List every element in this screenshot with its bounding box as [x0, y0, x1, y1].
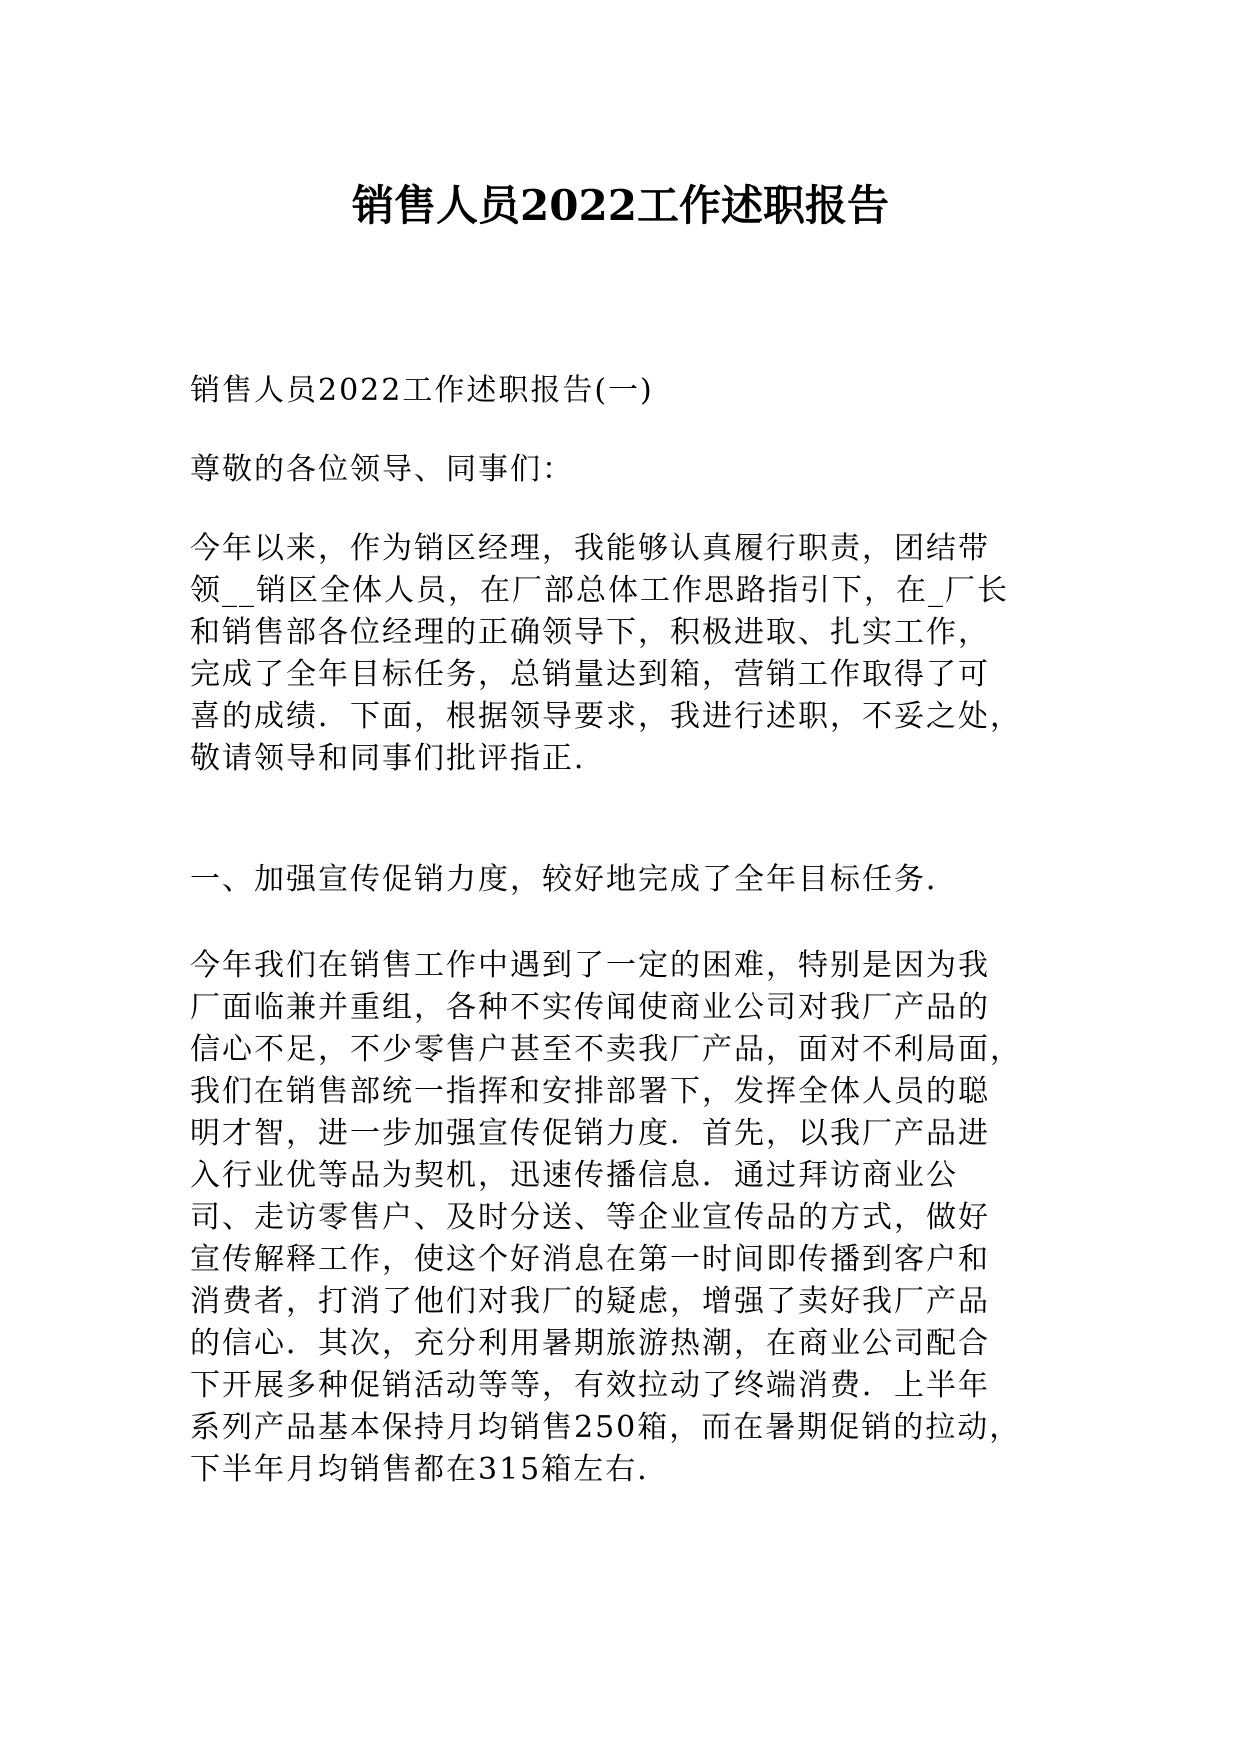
section-heading-text: 一、加强宣传促销力度，较好地完成了全年目标任务．	[190, 862, 958, 897]
paragraph-line: 敬请领导和同事们批评指正．	[190, 741, 606, 776]
paragraph-line: 入行业优等品为契机，迅速传播信息．通过拜访商业公	[190, 1158, 958, 1193]
paragraph-line: 今年我们在销售工作中遇到了一定的困难，特别是因为我	[190, 948, 990, 983]
paragraph-line: 今年以来，作为销区经理，我能够认真履行职责，团结带	[190, 531, 990, 566]
report-subtitle	[190, 370, 1070, 412]
paragraph-line: 完成了全年目标任务，总销量达到箱，营销工作取得了可	[190, 657, 990, 692]
paragraph-line: 喜的成绩．下面，根据领导要求，我进行述职，不妥之处，	[190, 699, 1022, 734]
salutation	[190, 449, 1070, 491]
paragraph-line: 和销售部各位经理的正确领导下，积极进取、扎实工作，	[190, 615, 990, 650]
salutation-text: 尊敬的各位领导、同事们：	[190, 452, 574, 487]
report-subtitle-text: 销售人员2022工作述职报告(一)	[190, 373, 654, 408]
document-title: 销售人员2022工作述职报告	[352, 181, 889, 230]
paragraph-line: 司、走访零售户、及时分送、等企业宣传品的方式，做好	[190, 1200, 990, 1235]
paragraph-line: 下半年月均销售都在315箱左右．	[190, 1452, 670, 1487]
paragraph-line: 明才智，进一步加强宣传促销力度．首先，以我厂产品进	[190, 1116, 990, 1151]
paragraph-line: 的信心．其次，充分利用暑期旅游热潮，在商业公司配合	[190, 1326, 990, 1361]
section-heading-1	[190, 859, 1070, 901]
paragraph-line: 下开展多种促销活动等等，有效拉动了终端消费．上半年	[190, 1368, 990, 1403]
paragraph-2	[190, 945, 1070, 1491]
paragraph-line: 领__销区全体人员，在厂部总体工作思路指引下，在_厂长	[190, 573, 1009, 608]
paragraph-line: 宣传解释工作，使这个好消息在第一时间即传播到客户和	[190, 1242, 990, 1277]
paragraph-line: 我们在销售部统一指挥和安排部署下，发挥全体人员的聪	[190, 1074, 990, 1109]
paragraph-line: 消费者，打消了他们对我厂的疑虑，增强了卖好我厂产品	[190, 1284, 990, 1319]
paragraph-line: 系列产品基本保持月均销售250箱，而在暑期促销的拉动，	[190, 1410, 1022, 1445]
paragraph-1	[190, 528, 1070, 780]
paragraph-line: 厂面临兼并重组，各种不实传闻使商业公司对我厂产品的	[190, 990, 990, 1025]
paragraph-line: 信心不足，不少零售户甚至不卖我厂产品，面对不利局面，	[190, 1032, 1022, 1067]
